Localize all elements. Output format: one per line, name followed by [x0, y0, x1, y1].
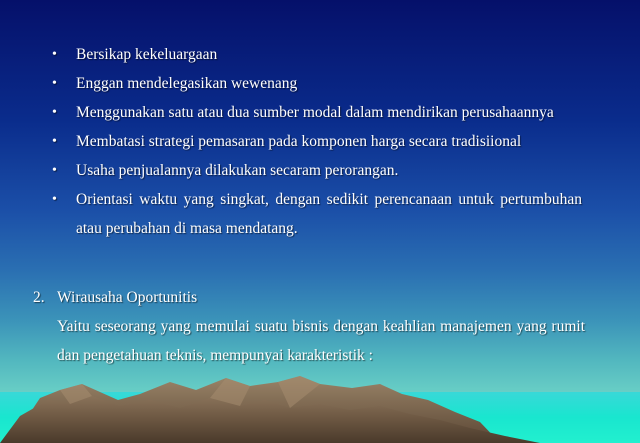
- list-item-text: Membatasi strategi pemasaran pada komponen harga secara tradisiional: [76, 133, 522, 150]
- list-item-text: Usaha penjualannya dilakukan secaram perorangan.: [76, 162, 399, 179]
- bullet-icon: •: [52, 134, 57, 149]
- bullet-icon: •: [52, 47, 57, 62]
- bullet-icon: •: [52, 192, 57, 207]
- list-item: [52, 40, 582, 69]
- list-item-text: Orientasi waktu yang singkat, dengan sedikit perencanaan untuk pertumbuhan atau perubahan di masa mendatang.: [76, 191, 582, 237]
- list-item: [52, 69, 582, 98]
- list-item: [52, 127, 582, 156]
- list-item: [52, 185, 582, 243]
- bullet-icon: •: [52, 105, 57, 120]
- list-item-text: Bersikap kekeluargaan: [76, 46, 218, 63]
- list-item: [52, 156, 582, 185]
- section-number: 2.: [33, 289, 45, 306]
- section-paragraph: Yaitu seseorang yang memulai suatu bisnis dengan keahlian manajemen yang rumit dan pengetahuan teknis, mempunyai karakteristik :: [57, 318, 585, 364]
- list-item-text: Enggan mendelegasikan wewenang: [76, 75, 298, 92]
- bullet-icon: •: [52, 76, 57, 91]
- section-wirausaha-oportunitis: [33, 283, 585, 370]
- bullet-icon: •: [52, 163, 57, 178]
- list-item: [52, 98, 582, 127]
- section-heading: [33, 283, 585, 312]
- list-item-text: Menggunakan satu atau dua sumber modal dalam mendirikan perusahaannya: [76, 104, 554, 121]
- characteristics-list: [52, 40, 582, 243]
- section-title: Wirausaha Oportunitis: [57, 289, 198, 306]
